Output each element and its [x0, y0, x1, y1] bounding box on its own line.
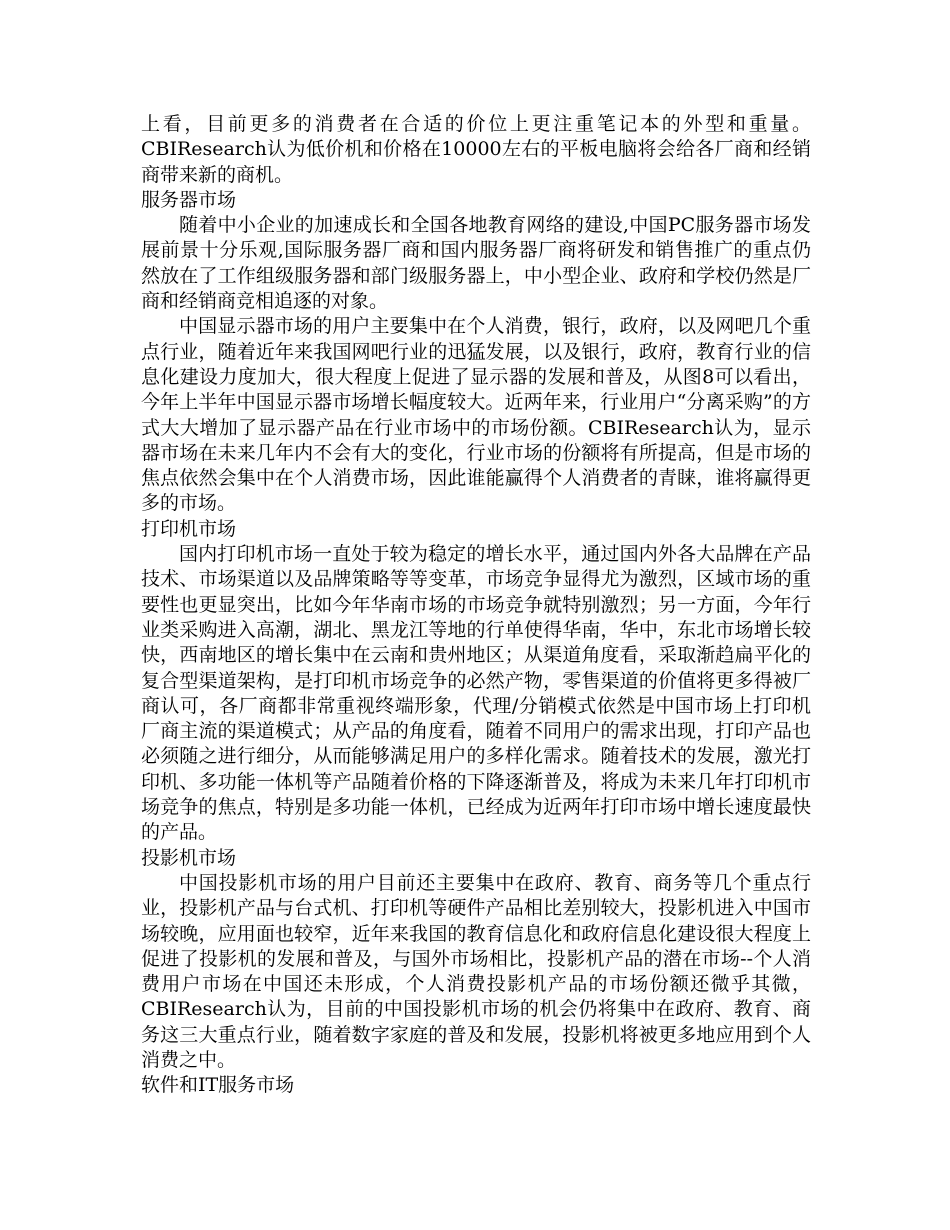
heading-server-market: 服务器市场 — [141, 188, 237, 211]
paragraph-projector-market: 中国投影机市场的用户目前还主要集中在政府、教育、商务等几个重点行业，投影机产品与台式机、打印机等硬件产品相比差别较大，投影机进入中国市场较晚，应用面也较窄，近年来我国的教育信息化和政府信息化建设很大程度上促进了投影机的发展和普及，与国外市场相比，投影机产品的潜在市场--个人消费用户市场在中国还未形成，个人消费投影机产品的市场份额还微乎其微，CBIResearch认为，目前的中国投影机市场的机会仍将集中在政府、教育、商务这三大重点行业，随着数字家庭的普及和发展，投影机将被更多地应用到个人消费之中。 — [141, 871, 811, 1071]
paragraph-printer-market: 国内打印机市场一直处于较为稳定的增长水平，通过国内外各大品牌在产品技术、市场渠道以及品牌策略等等变革，市场竞争显得尤为激烈，区域市场的重要性也更显突出，比如今年华南市场的市场竞争就特别激烈；另一方面，今年行业类采购进入高潮，湖北、黑龙江等地的行单使得华南，华中，东北市场增长较快，西南地区的增长集中在云南和贵州地区；从渠道角度看，采取渐趋扁平化的复合型渠道架构，是打印机市场竞争的必然产物，零售渠道的价值将更多得被厂商认可，各厂商都非常重视终端形象，代理/分销模式依然是中国市场上打印机厂商主流的渠道模式；从产品的角度看，随着不同用户的需求出现，打印产品也必须随之进行细分，从而能够满足用户的多样化需求。随着技术的发展，激光打印机、多功能一体机等产品随着价格的下降逐渐普及，将成为未来几年打印机市场竞争的焦点，特别是多功能一体机，已经成为近两年打印市场中增长速度最快的产品。 — [141, 543, 811, 844]
paragraph-server-market: 随着中小企业的加速成长和全国各地教育网络的建设,中国PC服务器市场发展前景十分乐观,国际服务器厂商和国内服务器厂商将研发和销售推广的重点仍然放在了工作组级服务器和部门级服务器上，中小型企业、政府和学校仍然是厂商和经销商竞相追逐的对象。 — [141, 214, 811, 313]
heading-printer-market: 打印机市场 — [141, 517, 237, 540]
heading-projector-market: 投影机市场 — [141, 846, 237, 869]
heading-software-it-services-market: 软件和IT服务市场 — [141, 1074, 295, 1097]
paragraph-display-market: 中国显示器市场的用户主要集中在个人消费，银行，政府，以及网吧几个重点行业，随着近年来我国网吧行业的迅猛发展，以及银行，政府，教育行业的信息化建设力度加大，很大程度上促进了显示器的发展和普及，从图8可以看出，今年上半年中国显示器市场增长幅度较大。近两年来，行业用户“分离采购”的方式大大增加了显示器产品在行业市场中的市场份额。CBIResearch认为，显示器市场在未来几年内不会有大的变化，行业市场的份额将有所提高，但是市场的焦点依然会集中在个人消费市场，因此谁能赢得个人消费者的青睐，谁将赢得更多的市场。 — [141, 315, 811, 515]
document-page — [141, 112, 811, 1099]
paragraph-intro: 上看，目前更多的消费者在合适的价位上更注重笔记本的外型和重量。CBIResearch认为低价机和价格在10000左右的平板电脑将会给各厂商和经销商带来新的商机。 — [141, 113, 811, 186]
